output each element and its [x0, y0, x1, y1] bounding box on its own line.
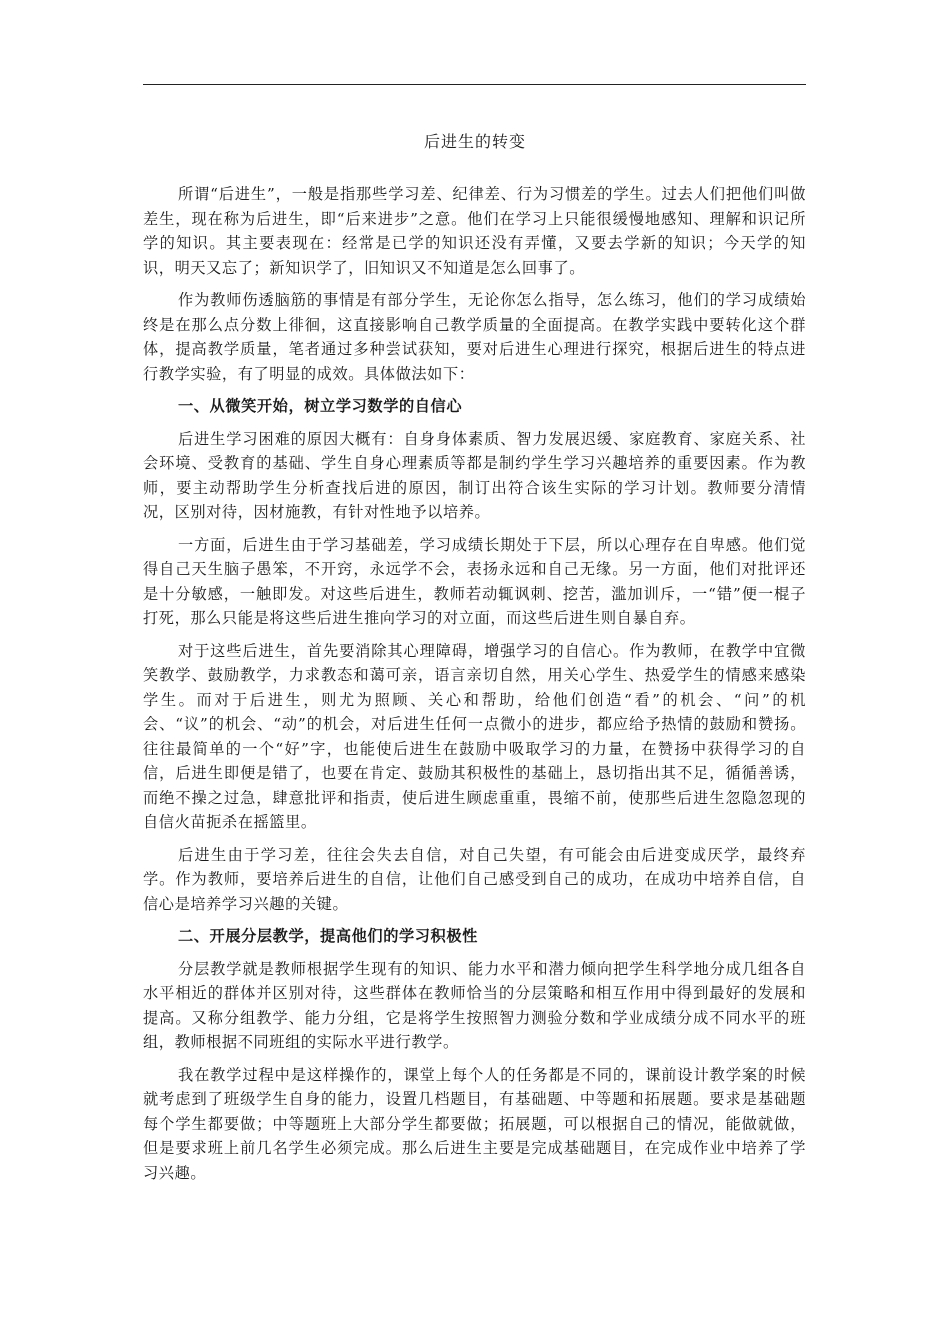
header-rule [143, 84, 806, 85]
paragraph-4: 一方面，后进生由于学习基础差，学习成绩长期处于下层，所以心理存在自卑感。他们觉得自己天生脑子愚笨，不开窍，永远学不会，表扬永远和自己无缘。另一方面，他们对批评还是十分敏感，一触即发。对这些后进生，教师若动辄讽刺、挖苦，滥加训斥，一“错”便一棍子打死，那么只能是将这些后进生推向学习的对立面，而这些后进生则自暴自弃。 [143, 535, 806, 627]
document-body [143, 182, 806, 1193]
section-heading-1: 一、从微笑开始，树立学习数学的自信心 [177, 397, 463, 415]
paragraph-1: 所谓“后进生”，一般是指那些学习差、纪律差、行为习惯差的学生。过去人们把他们叫做差生，现在称为后进生，即“后来进步”之意。他们在学习上只能很缓慢地感知、理解和识记所学的知识。其主要表现在：经常是已学的知识还没有弄懂，又要去学新的知识；今天学的知识，明天又忘了；新知识学了，旧知识又不知道是怎么回事了。 [143, 185, 806, 277]
paragraph-2: 作为教师伤透脑筋的事情是有部分学生，无论你怎么指导，怎么练习，他们的学习成绩始终是在那么点分数上徘徊，这直接影响自己教学质量的全面提高。在教学实践中要转化这个群体，提高教学质量，笔者通过多种尝试获知，要对后进生心理进行探究，根据后进生的特点进行教学实验，有了明显的成效。具体做法如下： [143, 291, 806, 383]
section-heading-2: 二、开展分层教学，提高他们的学习积极性 [177, 927, 478, 945]
paragraph-7: 分层教学就是教师根据学生现有的知识、能力水平和潜力倾向把学生科学地分成几组各自水平相近的群体并区别对待，这些群体在教师恰当的分层策略和相互作用中得到最好的发展和提高。又称分组教学、能力分组，它是将学生按照智力测验分数和学业成绩分成不同水平的班组，教师根据不同班组的实际水平进行教学。 [143, 959, 806, 1051]
paragraph-3: 后进生学习困难的原因大概有：自身身体素质、智力发展迟缓、家庭教育、家庭关系、社会环境、受教育的基础、学生自身心理素质等都是制约学生学习兴趣培养的重要因素。作为教师，要主动帮助学生分析查找后进的原因，制订出符合该生实际的学习计划。教师要分清情况，区别对待，因材施教，有针对性地予以培养。 [143, 429, 806, 521]
paragraph-8: 我在教学过程中是这样操作的，课堂上每个人的任务都是不同的，课前设计教学案的时候就考虑到了班级学生自身的能力，设置几档题目，有基础题、中等题和拓展题。要求是基础题每个学生都要做；中等题班上大部分学生都要做；拓展题，可以根据自己的情况，能做就做，但是要求班上前几名学生必须完成。那么后进生主要是完成基础题目，在完成作业中培养了学习兴趣。 [143, 1065, 806, 1182]
paragraph-6: 后进生由于学习差，往往会失去自信，对自己失望，有可能会由后进变成厌学，最终弃学。作为教师，要培养后进生的自信，让他们自己感受到自己的成功，在成功中培养自信，自信心是培养学习兴趣的关键。 [143, 845, 806, 913]
document-title: 后进生的转变 [423, 132, 526, 151]
paragraph-5: 对于这些后进生，首先要消除其心理障碍，增强学习的自信心。作为教师，在教学中宜微笑教学、鼓励教学，力求教态和蔼可亲，语言亲切自然，用关心学生、热爱学生的情感来感染学生。而对于后进生，则尤为照顾、关心和帮助，给他们创造“看”的机会、“问”的机会、“议”的机会、“动”的机会，对后进生任何一点微小的进步，都应给予热情的鼓励和赞扬。往往最简单的一个“好”字，也能使后进生在鼓励中吸取学习的力量，在赞扬中获得学习的自信，后进生即便是错了，也要在肯定、鼓励其积极性的基础上，恳切指出其不足，循循善诱，而绝不操之过急，肆意批评和指责，使后进生顾虑重重，畏缩不前，使那些后进生忽隐忽现的自信火苗扼杀在摇篮里。 [143, 641, 806, 831]
